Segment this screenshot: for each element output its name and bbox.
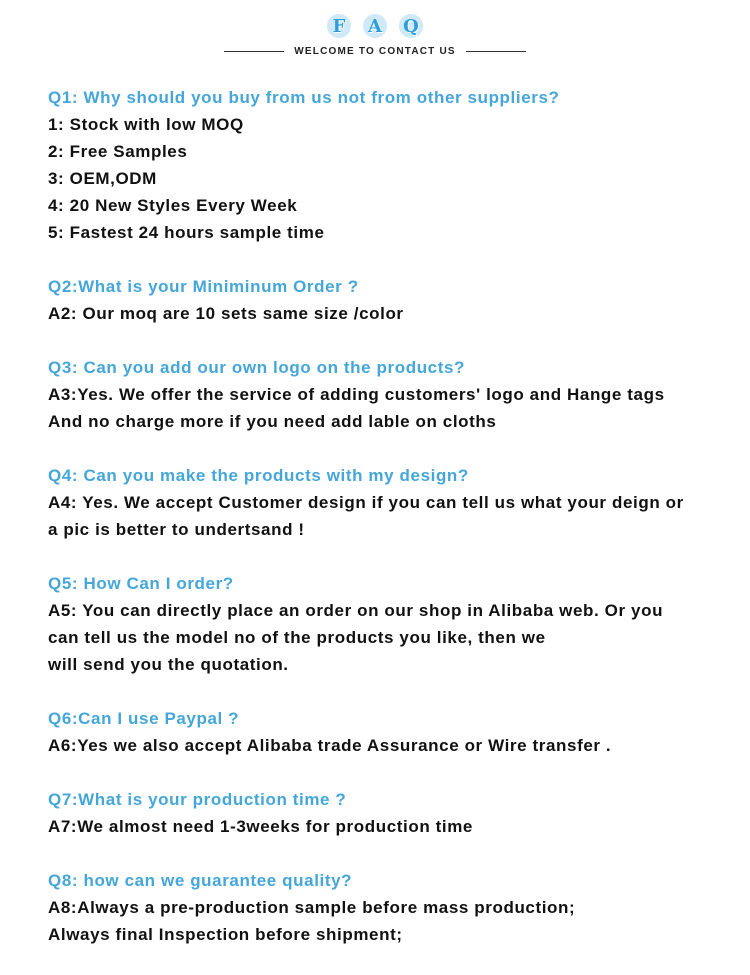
answer-4-line-2: a pic is better to undertsand ! <box>48 520 305 539</box>
answer-8-line-2: Always final Inspection before shipment; <box>48 925 403 944</box>
faq-item-7 <box>48 786 738 840</box>
question-4: Q4: Can you make the products with my design? <box>48 466 469 485</box>
answer-6-line-1: A6:Yes we also accept Alibaba trade Assurance or Wire transfer . <box>48 736 612 755</box>
left-divider <box>224 51 284 52</box>
question-1: Q1: Why should you buy from us not from other suppliers? <box>48 88 560 107</box>
faq-item-6 <box>48 705 738 759</box>
question-2: Q2:What is your Miniminum Order ? <box>48 277 359 296</box>
answer-5-line-3: will send you the quotation. <box>48 655 289 674</box>
faq-item-8 <box>48 867 738 948</box>
answer-4-line-1: A4: Yes. We accept Customer design if you can tell us what your deign or <box>48 493 684 512</box>
subtitle: WELCOME TO CONTACT US <box>294 46 456 57</box>
answer-5-line-1: A5: You can directly place an order on our shop in Alibaba web. Or you <box>48 601 664 620</box>
right-divider <box>466 51 526 52</box>
faq-letter-a: A <box>363 14 387 38</box>
subtitle-row <box>0 46 750 57</box>
answer-5-line-2: can tell us the model no of the products you like, then we <box>48 628 546 647</box>
answer-1-line-1: 1: Stock with low MOQ <box>48 115 244 134</box>
question-7: Q7:What is your production time ? <box>48 790 347 809</box>
answer-8-line-1: A8:Always a pre-production sample before mass production; <box>48 898 576 917</box>
question-3: Q3: Can you add our own logo on the products? <box>48 358 466 377</box>
faq-item-4 <box>48 462 738 543</box>
question-6: Q6:Can I use Paypal ? <box>48 709 240 728</box>
faq-list <box>48 84 738 975</box>
faq-title <box>0 14 750 38</box>
question-8: Q8: how can we guarantee quality? <box>48 871 353 890</box>
faq-item-5 <box>48 570 738 678</box>
faq-header <box>0 8 750 68</box>
faq-item-2 <box>48 273 738 327</box>
faq-letter-q: Q <box>399 14 423 38</box>
answer-1-line-5: 5: Fastest 24 hours sample time <box>48 223 325 242</box>
question-5: Q5: How Can I order? <box>48 574 234 593</box>
answer-3-line-2: And no charge more if you need add lable on cloths <box>48 412 497 431</box>
answer-3-line-1: A3:Yes. We offer the service of adding customers' logo and Hange tags <box>48 385 665 404</box>
faq-letter-f: F <box>327 14 351 38</box>
faq-item-3 <box>48 354 738 435</box>
answer-7-line-1: A7:We almost need 1-3weeks for production time <box>48 817 473 836</box>
answer-2-line-1: A2: Our moq are 10 sets same size /color <box>48 304 404 323</box>
faq-item-1 <box>48 84 738 246</box>
answer-1-line-2: 2: Free Samples <box>48 142 188 161</box>
answer-1-line-4: 4: 20 New Styles Every Week <box>48 196 298 215</box>
answer-1-line-3: 3: OEM,ODM <box>48 169 157 188</box>
